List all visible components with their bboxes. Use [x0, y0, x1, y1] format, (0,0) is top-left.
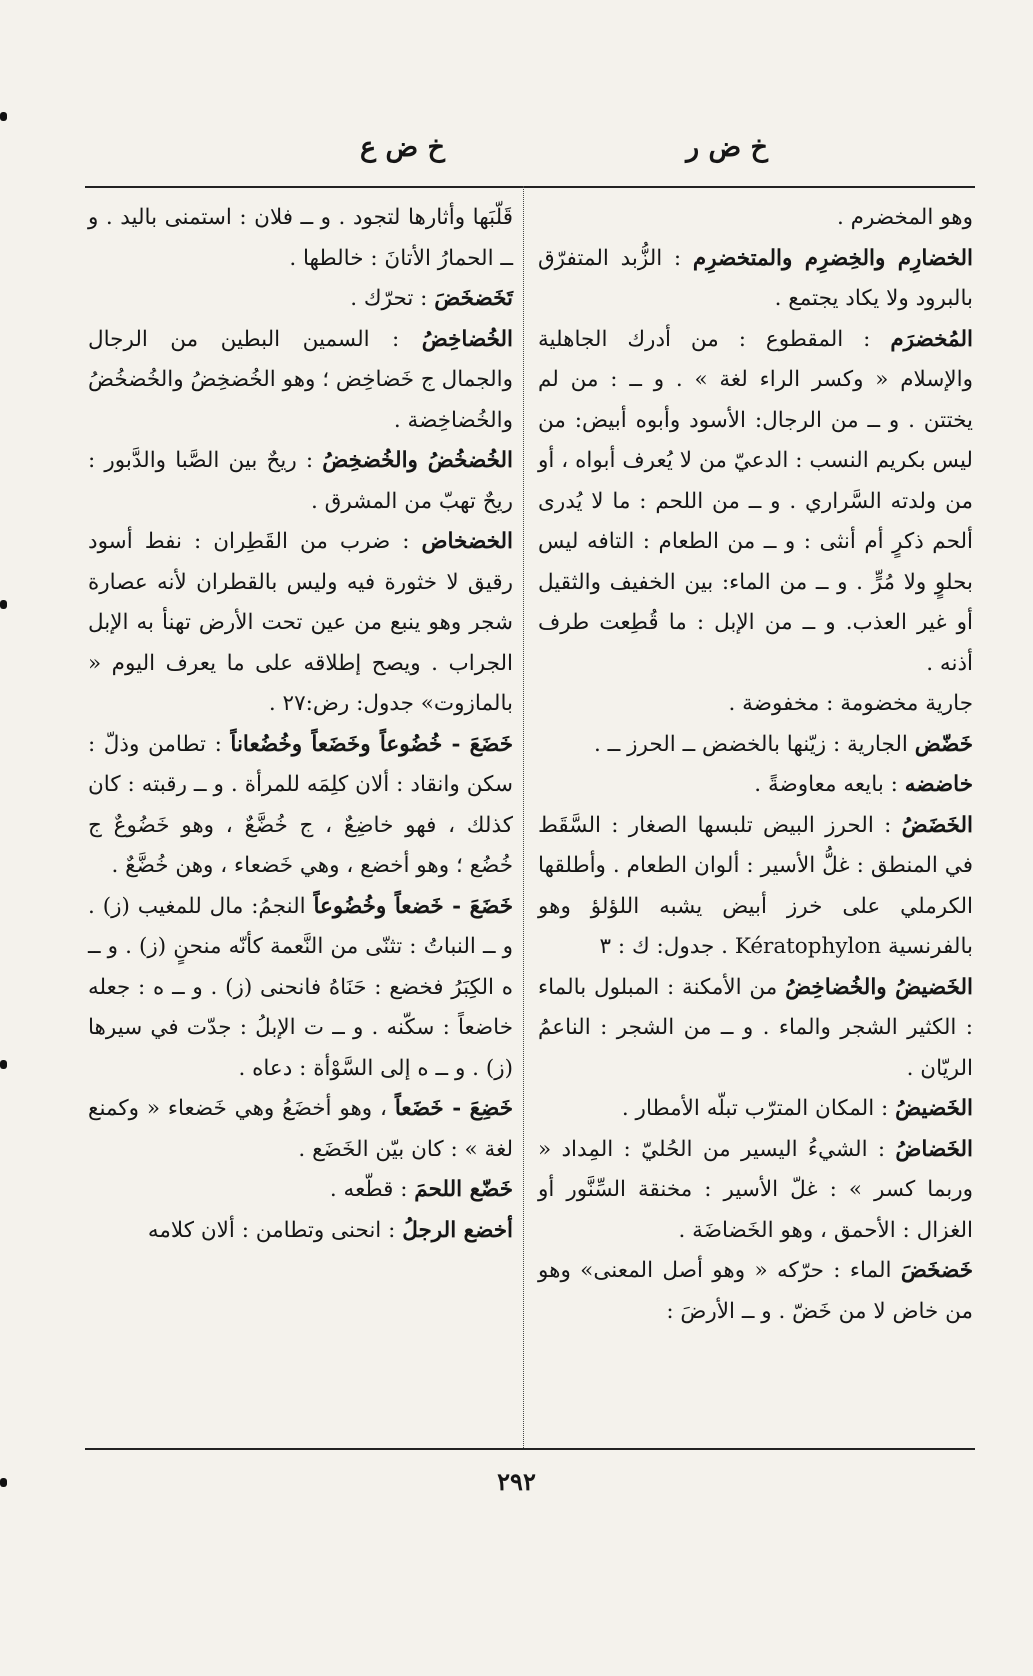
scan-mark: [0, 1060, 7, 1069]
left-column: [88, 198, 513, 1251]
entry: جارية مخضومة : مخفوضة .: [728, 691, 973, 716]
page-header: [90, 132, 973, 182]
entry: خَضَعَ - خَضعاً وخُضُوعاً النجمُ: مال للمغيب (ز) . و ــ النباتُ : تثنّى من النَّعمة كأنّه منحنٍ (ز) . و ــ ه الكِبَرُ فخضع : حَنَاهُ فانحنى (ز) . و ــ ه : جعله خاضعاً : سكّنه . و ــ ت الإبلُ : جدّت في سيرها (ز) . و ــ ه إلى السَّوْأة : دعاه .: [88, 893, 513, 1081]
right-column: [538, 198, 973, 1332]
entry: تَخَضخَضَ : تحرّك .: [350, 286, 513, 311]
entry: المُخضرَم : المقطوع : من أدرك الجاهلية والإسلام « وكسر الراء لغة » . و ــ : من لم يختتن . و ــ من الرجال: الأسود وأبوه أبيض: من ليس بكريم النسب : الدعيّ من لا يُعرف أبواه ، أو من ولدته السَّراري . و ــ من اللحم : ما لا يُدرى ألحم ذكرٍ أم أنثى : و ــ من الطعام : التافه ليس بحلوٍ ولا مُرٍّ . و ــ من الماء: بين الخفيف والثقيل أو غير العذب. و ــ من الإبل : ما قُطِعت طرف أذنه .: [538, 326, 973, 676]
entry: الخضارِم والخِضرِم والمتخضرِم : الزُّبد المتفرّق بالبرود ولا يكاد يجتمع .: [538, 245, 974, 311]
entry: خَضِعَ - خَضَعاً ، وهو أخضَعُ وهي خَضعاء « وكمنع لغة » : كان بيّن الخَضَع .: [88, 1096, 513, 1162]
entry: قَلّبَها وأثارها لتجود . و ــ فلان : استمنى باليد . و ــ الحمارُ الأتانَ : خالطها .: [88, 205, 513, 271]
entry: خَضخَضَ الماء : حرّكه « وهو أصل المعنى» وهو من خاض لا من خَضّ . و ــ الأرضَ :: [538, 1258, 973, 1324]
page-number: ٢٩٢: [497, 1467, 536, 1496]
entry: الخَضاضُ : الشيءُ اليسير من الحُليّ : المِداد « وربما كسر » : غلّ الأسير : مخنقة السِّنَّور أو الغزال : الأحمق ، وهو الخَضاضَة .: [538, 1136, 973, 1243]
entry: الخَضيضُ : المكان المترّب تبلّه الأمطار .: [621, 1096, 973, 1121]
entry: الخضخاض : ضرب من القَطِران : نفط أسود رقيق لا خثورة فيه وليس بالقطران لأنه عصارة شجر وهو ينبع من عين تحت الأرض تهنأ به الإبل الجراب . ويصح إطلاقه على ما يعرف اليوم « بالمازوت» جدول: رض:٢٧ .: [88, 529, 513, 716]
scan-mark: [0, 1478, 7, 1487]
header-root-left: خ ض ع: [360, 132, 445, 163]
entry: الخُضاخِضُ : السمين البطين من الرجال والجمال ج خَضاخِض ؛ وهو الخُضخِضُ والخُضخُضُ والخُضاخِضة .: [88, 326, 513, 433]
entry: خَضَعَ - خُضُوعاً وخَضَعاً وخُضُعاناً : تطامن وذلّ : سكن وانقاد : ألان كلِمَه للمرأة . و ــ رقبته : كان كذلك ، فهو خاضِعٌ ، ج خُضَّعٌ ، وهو خَضُوعٌ ج خُضُع ؛ وهو أخضع ، وهي خَضعاء ، وهن خُضَّعٌ .: [88, 731, 513, 878]
entry: الخَضيضُ والخُضاخِضُ من الأمكنة : المبلول بالماء : الكثير الشجر والماء . و ــ من الشجر : الناعمُ الريّان .: [538, 974, 973, 1081]
header-root-right: خ ض ر: [686, 132, 768, 163]
entry: أخضع الرجلُ : انحنى وتطامن : ألان كلامه: [147, 1217, 513, 1243]
column-divider: [523, 186, 524, 1450]
scan-mark: [0, 112, 7, 121]
header-rule: [85, 186, 975, 188]
entry: وهو المخضرم .: [837, 205, 973, 230]
entry: خَضّع اللحمَ : قطّعه .: [329, 1177, 513, 1202]
entry: خاضضه : بايعه معاوضةً .: [754, 772, 973, 797]
entry: خَضّض الجارية : زيّنها بالخضض ــ الحرز ــ .: [594, 731, 973, 757]
entry: الخُضخُضُ والخُضخِضُ : ريحٌ بين الصَّبا والدَّبور : ريحٌ تهبّ من المشرق .: [88, 448, 514, 514]
entry: الخَضَضُ : الحرز البيض تلبسها الصغار : السَّقَط في المنطق : غلُّ الأسير : ألوان الطعام . وأطلقها الكرملي على خرز أبيض يشبه اللؤلؤ وهو بالفرنسية Kératophylon . جدول: ك : ٣: [538, 812, 973, 959]
scan-mark: [0, 600, 7, 609]
footer-rule: [85, 1448, 975, 1450]
